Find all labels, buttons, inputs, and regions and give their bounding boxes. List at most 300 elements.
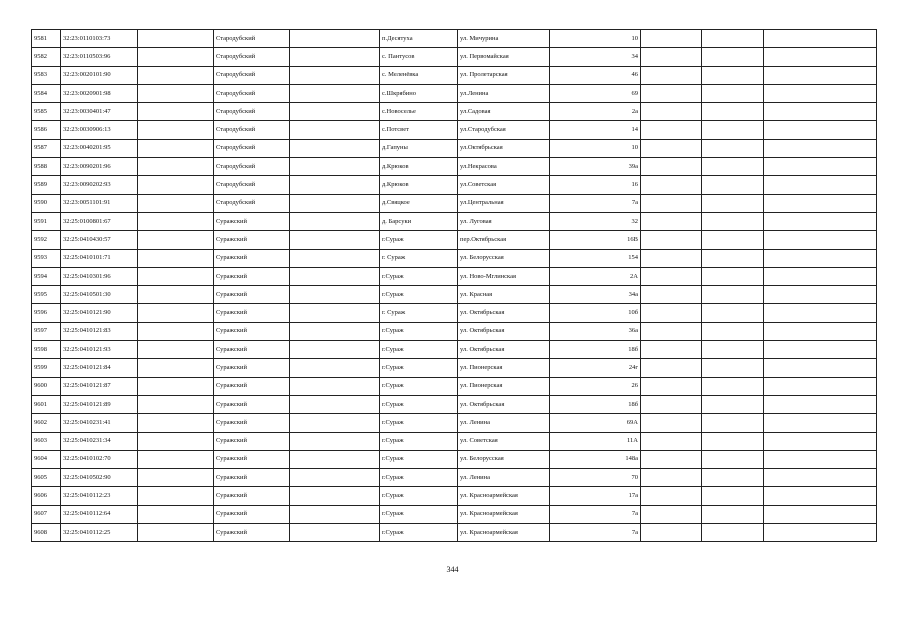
empty-cell bbox=[641, 414, 702, 432]
district-name: Стародубский bbox=[214, 121, 290, 139]
empty-cell bbox=[702, 505, 764, 523]
street-name: ул. Луговая bbox=[458, 212, 550, 230]
settlement-name: г.Сураж bbox=[380, 286, 458, 304]
cadastral-number: 32:25:0410502:90 bbox=[61, 469, 138, 487]
empty-cell bbox=[641, 158, 702, 176]
record-number: 9595 bbox=[32, 286, 61, 304]
settlement-name: д.Крюков bbox=[380, 176, 458, 194]
empty-cell bbox=[764, 30, 877, 48]
empty-cell bbox=[138, 231, 214, 249]
record-number: 9586 bbox=[32, 121, 61, 139]
empty-cell bbox=[702, 212, 764, 230]
street-name: ул. Ленина bbox=[458, 414, 550, 432]
record-number: 9584 bbox=[32, 84, 61, 102]
empty-cell bbox=[641, 267, 702, 285]
cadastral-number: 32:25:0410231:34 bbox=[61, 432, 138, 450]
settlement-name: г.Сураж bbox=[380, 341, 458, 359]
street-name: ул.Некрасова bbox=[458, 158, 550, 176]
cadastral-number: 32:23:0051101:91 bbox=[61, 194, 138, 212]
street-name: ул. Красноармейская bbox=[458, 524, 550, 542]
settlement-name: г.Сураж bbox=[380, 359, 458, 377]
empty-cell bbox=[138, 176, 214, 194]
empty-cell bbox=[764, 249, 877, 267]
empty-cell bbox=[138, 212, 214, 230]
street-name: ул.Стародубская bbox=[458, 121, 550, 139]
street-name: ул. Белорусская bbox=[458, 450, 550, 468]
street-name: ул.Ленина bbox=[458, 84, 550, 102]
table-row bbox=[32, 505, 877, 523]
record-number: 9593 bbox=[32, 249, 61, 267]
settlement-name: г.Сураж bbox=[380, 469, 458, 487]
street-name: ул. Красная bbox=[458, 286, 550, 304]
empty-cell bbox=[764, 469, 877, 487]
record-number: 9585 bbox=[32, 103, 61, 121]
empty-cell bbox=[702, 469, 764, 487]
empty-cell bbox=[290, 158, 380, 176]
settlement-name: д.Гапуны bbox=[380, 139, 458, 157]
house-number: 69А bbox=[550, 414, 641, 432]
cadastral-number: 32:25:0410112:25 bbox=[61, 524, 138, 542]
empty-cell bbox=[138, 158, 214, 176]
street-name: ул.Садовая bbox=[458, 103, 550, 121]
house-number: 69 bbox=[550, 84, 641, 102]
empty-cell bbox=[641, 469, 702, 487]
district-name: Суражский bbox=[214, 267, 290, 285]
empty-cell bbox=[641, 524, 702, 542]
settlement-name: п.Десятуха bbox=[380, 30, 458, 48]
table-row bbox=[32, 377, 877, 395]
empty-cell bbox=[702, 249, 764, 267]
empty-cell bbox=[702, 103, 764, 121]
house-number: 18б bbox=[550, 341, 641, 359]
empty-cell bbox=[764, 212, 877, 230]
settlement-name: с.Шкрябино bbox=[380, 84, 458, 102]
cadastral-number: 32:25:0410101:71 bbox=[61, 249, 138, 267]
record-number: 9598 bbox=[32, 341, 61, 359]
empty-cell bbox=[641, 121, 702, 139]
settlement-name: г.Сураж bbox=[380, 267, 458, 285]
table-row bbox=[32, 121, 877, 139]
settlement-name: г.Сураж bbox=[380, 322, 458, 340]
record-number: 9589 bbox=[32, 176, 61, 194]
district-name: Стародубский bbox=[214, 176, 290, 194]
cadastral-number: 32:25:0410121:89 bbox=[61, 395, 138, 413]
record-number: 9605 bbox=[32, 469, 61, 487]
table-row bbox=[32, 432, 877, 450]
empty-cell bbox=[290, 322, 380, 340]
empty-cell bbox=[138, 84, 214, 102]
district-name: Стародубский bbox=[214, 194, 290, 212]
record-number: 9594 bbox=[32, 267, 61, 285]
registry-table bbox=[31, 29, 877, 542]
record-number: 9607 bbox=[32, 505, 61, 523]
district-name: Стародубский bbox=[214, 30, 290, 48]
settlement-name: г.Сураж bbox=[380, 450, 458, 468]
settlement-name: г.Сураж bbox=[380, 414, 458, 432]
record-number: 9596 bbox=[32, 304, 61, 322]
empty-cell bbox=[138, 304, 214, 322]
cadastral-number: 32:23:0090201:96 bbox=[61, 158, 138, 176]
cadastral-number: 32:25:0410121:87 bbox=[61, 377, 138, 395]
empty-cell bbox=[138, 194, 214, 212]
district-name: Стародубский bbox=[214, 48, 290, 66]
empty-cell bbox=[641, 450, 702, 468]
district-name: Суражский bbox=[214, 322, 290, 340]
street-name: ул. Пионерская bbox=[458, 377, 550, 395]
empty-cell bbox=[764, 524, 877, 542]
empty-cell bbox=[764, 450, 877, 468]
table-body bbox=[32, 30, 877, 542]
empty-cell bbox=[702, 267, 764, 285]
district-name: Суражский bbox=[214, 450, 290, 468]
street-name: ул. Пролетарская bbox=[458, 66, 550, 84]
table-row bbox=[32, 212, 877, 230]
empty-cell bbox=[702, 341, 764, 359]
table-row bbox=[32, 414, 877, 432]
district-name: Суражский bbox=[214, 395, 290, 413]
record-number: 9600 bbox=[32, 377, 61, 395]
empty-cell bbox=[290, 176, 380, 194]
empty-cell bbox=[702, 158, 764, 176]
street-name: ул. Октябрьская bbox=[458, 341, 550, 359]
cadastral-number: 32:23:0090202:93 bbox=[61, 176, 138, 194]
empty-cell bbox=[290, 377, 380, 395]
empty-cell bbox=[290, 286, 380, 304]
empty-cell bbox=[702, 304, 764, 322]
table-row bbox=[32, 524, 877, 542]
table-row bbox=[32, 341, 877, 359]
settlement-name: д.Свяцкое bbox=[380, 194, 458, 212]
empty-cell bbox=[702, 176, 764, 194]
house-number: 16В bbox=[550, 231, 641, 249]
house-number: 7а bbox=[550, 505, 641, 523]
house-number: 148а bbox=[550, 450, 641, 468]
table-row bbox=[32, 139, 877, 157]
empty-cell bbox=[641, 286, 702, 304]
cadastral-number: 32:25:0410112:23 bbox=[61, 487, 138, 505]
cadastral-number: 32:23:0040201:95 bbox=[61, 139, 138, 157]
record-number: 9606 bbox=[32, 487, 61, 505]
cadastral-number: 32:25:0410501:30 bbox=[61, 286, 138, 304]
empty-cell bbox=[702, 359, 764, 377]
house-number: 11А bbox=[550, 432, 641, 450]
street-name: ул. Ново-Мглинская bbox=[458, 267, 550, 285]
empty-cell bbox=[641, 505, 702, 523]
table-row bbox=[32, 395, 877, 413]
record-number: 9582 bbox=[32, 48, 61, 66]
empty-cell bbox=[138, 524, 214, 542]
district-name: Суражский bbox=[214, 377, 290, 395]
house-number: 32 bbox=[550, 212, 641, 230]
table-row bbox=[32, 231, 877, 249]
settlement-name: г. Сураж bbox=[380, 249, 458, 267]
record-number: 9602 bbox=[32, 414, 61, 432]
house-number: 7а bbox=[550, 524, 641, 542]
empty-cell bbox=[138, 286, 214, 304]
cadastral-number: 32:25:0410121:84 bbox=[61, 359, 138, 377]
street-name: ул. Советская bbox=[458, 432, 550, 450]
district-name: Суражский bbox=[214, 249, 290, 267]
empty-cell bbox=[138, 103, 214, 121]
empty-cell bbox=[764, 231, 877, 249]
empty-cell bbox=[764, 359, 877, 377]
empty-cell bbox=[290, 249, 380, 267]
settlement-name: г.Сураж bbox=[380, 524, 458, 542]
empty-cell bbox=[138, 139, 214, 157]
empty-cell bbox=[138, 267, 214, 285]
empty-cell bbox=[138, 414, 214, 432]
empty-cell bbox=[290, 30, 380, 48]
empty-cell bbox=[290, 121, 380, 139]
house-number: 26 bbox=[550, 377, 641, 395]
empty-cell bbox=[641, 432, 702, 450]
empty-cell bbox=[138, 505, 214, 523]
empty-cell bbox=[764, 176, 877, 194]
settlement-name: г.Сураж bbox=[380, 487, 458, 505]
empty-cell bbox=[764, 322, 877, 340]
empty-cell bbox=[702, 121, 764, 139]
empty-cell bbox=[641, 139, 702, 157]
empty-cell bbox=[290, 505, 380, 523]
empty-cell bbox=[764, 377, 877, 395]
empty-cell bbox=[702, 414, 764, 432]
cadastral-number: 32:25:0100801:67 bbox=[61, 212, 138, 230]
empty-cell bbox=[702, 84, 764, 102]
empty-cell bbox=[764, 487, 877, 505]
district-name: Суражский bbox=[214, 231, 290, 249]
cadastral-number: 32:23:0110103:73 bbox=[61, 30, 138, 48]
cadastral-number: 32:23:0020101:90 bbox=[61, 66, 138, 84]
record-number: 9581 bbox=[32, 30, 61, 48]
empty-cell bbox=[641, 176, 702, 194]
street-name: ул. Октябрьская bbox=[458, 395, 550, 413]
house-number: 34а bbox=[550, 286, 641, 304]
record-number: 9590 bbox=[32, 194, 61, 212]
house-number: 16 bbox=[550, 176, 641, 194]
settlement-name: д.Крюков bbox=[380, 158, 458, 176]
table-row bbox=[32, 176, 877, 194]
empty-cell bbox=[138, 469, 214, 487]
record-number: 9603 bbox=[32, 432, 61, 450]
house-number: 70 bbox=[550, 469, 641, 487]
empty-cell bbox=[138, 450, 214, 468]
empty-cell bbox=[290, 267, 380, 285]
empty-cell bbox=[702, 395, 764, 413]
house-number: 18б bbox=[550, 395, 641, 413]
settlement-name: г.Сураж bbox=[380, 432, 458, 450]
district-name: Стародубский bbox=[214, 66, 290, 84]
table-row bbox=[32, 194, 877, 212]
empty-cell bbox=[764, 84, 877, 102]
empty-cell bbox=[290, 359, 380, 377]
empty-cell bbox=[641, 359, 702, 377]
house-number: 39а bbox=[550, 158, 641, 176]
record-number: 9599 bbox=[32, 359, 61, 377]
empty-cell bbox=[702, 377, 764, 395]
district-name: Стародубский bbox=[214, 84, 290, 102]
empty-cell bbox=[702, 487, 764, 505]
empty-cell bbox=[641, 322, 702, 340]
settlement-name: г.Сураж bbox=[380, 395, 458, 413]
empty-cell bbox=[138, 432, 214, 450]
table-row bbox=[32, 322, 877, 340]
district-name: Суражский bbox=[214, 524, 290, 542]
empty-cell bbox=[641, 395, 702, 413]
empty-cell bbox=[290, 212, 380, 230]
cadastral-number: 32:25:0410231:41 bbox=[61, 414, 138, 432]
empty-cell bbox=[138, 121, 214, 139]
empty-cell bbox=[764, 414, 877, 432]
record-number: 9592 bbox=[32, 231, 61, 249]
empty-cell bbox=[641, 249, 702, 267]
empty-cell bbox=[138, 377, 214, 395]
cadastral-number: 32:23:0030401:47 bbox=[61, 103, 138, 121]
empty-cell bbox=[764, 48, 877, 66]
table-row bbox=[32, 66, 877, 84]
house-number: 2А bbox=[550, 267, 641, 285]
empty-cell bbox=[641, 377, 702, 395]
empty-cell bbox=[290, 395, 380, 413]
street-name: ул.Советская bbox=[458, 176, 550, 194]
empty-cell bbox=[138, 487, 214, 505]
empty-cell bbox=[290, 139, 380, 157]
settlement-name: г. Сураж bbox=[380, 304, 458, 322]
empty-cell bbox=[641, 48, 702, 66]
house-number: 46 bbox=[550, 66, 641, 84]
cadastral-number: 32:25:0410102:70 bbox=[61, 450, 138, 468]
house-number: 34 bbox=[550, 48, 641, 66]
table-row bbox=[32, 304, 877, 322]
street-name: ул.Центральная bbox=[458, 194, 550, 212]
empty-cell bbox=[764, 139, 877, 157]
settlement-name: с.Новоселье bbox=[380, 103, 458, 121]
street-name: ул. Мичурина bbox=[458, 30, 550, 48]
house-number: 17а bbox=[550, 487, 641, 505]
street-name: ул. Пионерская bbox=[458, 359, 550, 377]
settlement-name: г.Сураж bbox=[380, 231, 458, 249]
street-name: ул. Красноармейская bbox=[458, 505, 550, 523]
district-name: Стародубский bbox=[214, 103, 290, 121]
empty-cell bbox=[290, 304, 380, 322]
house-number: 36а bbox=[550, 322, 641, 340]
empty-cell bbox=[702, 322, 764, 340]
district-name: Суражский bbox=[214, 414, 290, 432]
empty-cell bbox=[138, 249, 214, 267]
empty-cell bbox=[290, 450, 380, 468]
empty-cell bbox=[641, 487, 702, 505]
page-number: 344 bbox=[446, 565, 459, 574]
street-name: ул. Белорусская bbox=[458, 249, 550, 267]
empty-cell bbox=[764, 304, 877, 322]
cadastral-number: 32:23:0110503:96 bbox=[61, 48, 138, 66]
empty-cell bbox=[641, 103, 702, 121]
empty-cell bbox=[764, 103, 877, 121]
empty-cell bbox=[290, 103, 380, 121]
cadastral-number: 32:25:0410121:90 bbox=[61, 304, 138, 322]
empty-cell bbox=[138, 322, 214, 340]
empty-cell bbox=[764, 286, 877, 304]
table-row bbox=[32, 286, 877, 304]
empty-cell bbox=[290, 469, 380, 487]
empty-cell bbox=[290, 524, 380, 542]
empty-cell bbox=[641, 66, 702, 84]
empty-cell bbox=[641, 212, 702, 230]
district-name: Суражский bbox=[214, 469, 290, 487]
record-number: 9588 bbox=[32, 158, 61, 176]
table-row bbox=[32, 450, 877, 468]
street-name: ул. Октябрьская bbox=[458, 304, 550, 322]
empty-cell bbox=[702, 524, 764, 542]
empty-cell bbox=[290, 66, 380, 84]
table-row bbox=[32, 103, 877, 121]
cadastral-number: 32:25:0410430:57 bbox=[61, 231, 138, 249]
empty-cell bbox=[702, 194, 764, 212]
empty-cell bbox=[641, 304, 702, 322]
cadastral-number: 32:25:0410301:96 bbox=[61, 267, 138, 285]
empty-cell bbox=[702, 30, 764, 48]
district-name: Стародубский bbox=[214, 139, 290, 157]
table-row bbox=[32, 469, 877, 487]
settlement-name: с.Потсвет bbox=[380, 121, 458, 139]
empty-cell bbox=[138, 359, 214, 377]
district-name: Суражский bbox=[214, 432, 290, 450]
empty-cell bbox=[641, 194, 702, 212]
cadastral-number: 32:23:0020901:98 bbox=[61, 84, 138, 102]
empty-cell bbox=[641, 30, 702, 48]
record-number: 9583 bbox=[32, 66, 61, 84]
empty-cell bbox=[290, 432, 380, 450]
district-name: Стародубский bbox=[214, 158, 290, 176]
record-number: 9591 bbox=[32, 212, 61, 230]
empty-cell bbox=[641, 84, 702, 102]
table-row bbox=[32, 267, 877, 285]
empty-cell bbox=[702, 432, 764, 450]
house-number: 7а bbox=[550, 194, 641, 212]
empty-cell bbox=[702, 450, 764, 468]
empty-cell bbox=[764, 395, 877, 413]
empty-cell bbox=[290, 231, 380, 249]
district-name: Суражский bbox=[214, 359, 290, 377]
empty-cell bbox=[138, 66, 214, 84]
empty-cell bbox=[702, 286, 764, 304]
house-number: 2а bbox=[550, 103, 641, 121]
table-row bbox=[32, 249, 877, 267]
empty-cell bbox=[290, 414, 380, 432]
record-number: 9601 bbox=[32, 395, 61, 413]
empty-cell bbox=[702, 66, 764, 84]
empty-cell bbox=[290, 194, 380, 212]
empty-cell bbox=[702, 231, 764, 249]
empty-cell bbox=[764, 66, 877, 84]
cadastral-number: 32:23:0030906:13 bbox=[61, 121, 138, 139]
cadastral-number: 32:25:0410121:93 bbox=[61, 341, 138, 359]
house-number: 10 bbox=[550, 30, 641, 48]
settlement-name: с. Меленёвка bbox=[380, 66, 458, 84]
district-name: Суражский bbox=[214, 341, 290, 359]
street-name: ул. Октябрьская bbox=[458, 322, 550, 340]
cadastral-number: 32:25:0410121:83 bbox=[61, 322, 138, 340]
empty-cell bbox=[764, 267, 877, 285]
table-row bbox=[32, 48, 877, 66]
record-number: 9604 bbox=[32, 450, 61, 468]
settlement-name: г.Сураж bbox=[380, 505, 458, 523]
table-row bbox=[32, 359, 877, 377]
street-name: пер.Октябрьская bbox=[458, 231, 550, 249]
empty-cell bbox=[290, 48, 380, 66]
house-number: 24г bbox=[550, 359, 641, 377]
street-name: ул.Октябрьская bbox=[458, 139, 550, 157]
settlement-name: г.Сураж bbox=[380, 377, 458, 395]
